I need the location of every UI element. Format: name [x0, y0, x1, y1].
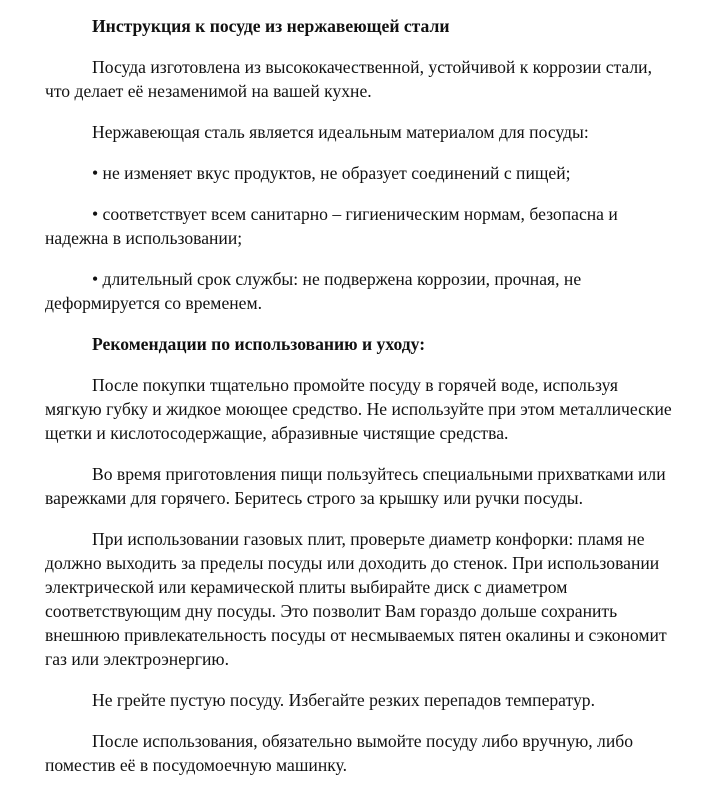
care-paragraph-2: Во время приготовления пищи пользуйтесь специальными прихватками или варежками для горячего. Беритесь строго за крышку или ручки посуды. — [45, 464, 666, 508]
intro-paragraph: Посуда изготовлена из высококачественной, устойчивой к коррозии стали, что делает её незаменимой на вашей кухне. — [45, 57, 652, 101]
benefits-lead: Нержавеющая сталь является идеальным материалом для посуды: — [92, 122, 589, 142]
care-heading: Рекомендации по использованию и уходу: — [92, 334, 426, 354]
care-paragraph-3: При использовании газовых плит, проверьте диаметр конфорки: пламя не должно выходить за пределы посуды или доходить до стенок. При использовании электрической или керамической плиты выбирайте диск с диаметром соответствующим дну посуды. Это позволит Вам гораздо дольше сохранить внешнюю привлекательность посуды от несмываемых пятен окалины и сэкономит газ или электроэнергию. — [45, 529, 667, 669]
document-page — [45, 14, 673, 794]
care-paragraph-5: После использования, обязательно вымойте посуду либо вручную, либо поместив её в посудомоечную машинку. — [45, 731, 633, 775]
document-title: Инструкция к посуде из нержавеющей стали — [92, 16, 450, 36]
care-paragraph-4: Не грейте пустую посуду. Избегайте резких перепадов температур. — [92, 690, 595, 710]
benefit-item-3: • длительный срок службы: не подвержена коррозии, прочная, не деформируется со временем. — [45, 269, 582, 313]
benefit-item-1: • не изменяет вкус продуктов, не образует соединений с пищей; — [92, 163, 571, 183]
care-paragraph-1: После покупки тщательно промойте посуду в горячей воде, используя мягкую губку и жидкое моющее средство. Не используйте при этом металлические щетки и кислотосодержащие, абразивные чистящие средства. — [45, 375, 672, 443]
benefit-item-2: • соответствует всем санитарно – гигиеническим нормам, безопасна и надежна в использовании; — [45, 204, 618, 248]
